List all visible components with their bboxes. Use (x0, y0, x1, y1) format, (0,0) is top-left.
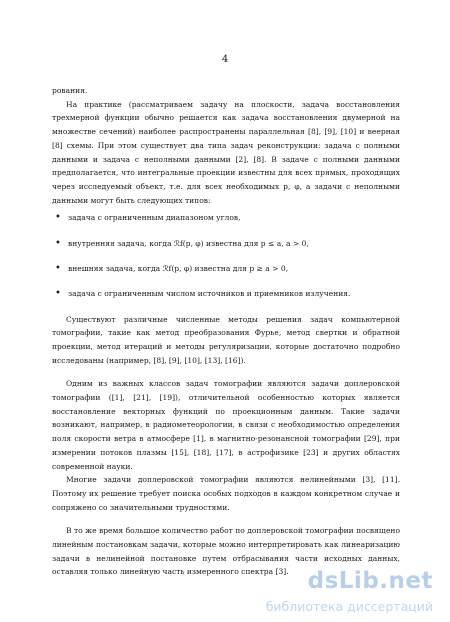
document-body (52, 84, 400, 579)
page-number: 4 (221, 54, 229, 65)
watermark-subtitle: библиотека диссертаций (265, 599, 433, 614)
paragraph-continuation: рования. (52, 86, 88, 95)
list-item: • задача с ограниченным числом источников и приемников излучения. (52, 287, 400, 301)
list-item: • задача с ограниченным диапазоном углов, (52, 211, 400, 225)
list-item: • внешняя задача, когда ℛf(p, φ) известна для p ≥ a > 0, (52, 262, 400, 276)
paragraph-nonlinear-problems: Многие задачи доплеровской томографии являются нелинейными [3], [11]. Поэтому их решение требует поиска особых подходов в каждом конкретном случае и сопряжено со значительными трудностями. (52, 475, 400, 512)
paragraph-doppler-tomography: Одним из важных классов задач томографии являются задачи доплеровской томографии ([1], [21], [19]), отличительной особенностью которых является восстановление векторных функций по проекционным данным. Такие задачи возникают, например, в радиометеорологии, в связи с необходимостью определения поля скорости ветра в атмосфере [1], в магнитно-резонансной томографии [29], при измерении потоков плазмы [15], [18], [17], в астрофизике [23] и других областях современной науки. (52, 379, 400, 471)
paragraph-linear-formulations: В то же время большое количество работ по доплеровской томографии посвящено линейным постановкам задачи, которые можно интерпретировать как линеаризацию задачи в нелинейной постановке путем отбрасывания части исходных данных, оставляя только линейную часть измеренного спектра [3]. (52, 526, 400, 577)
paragraph-numerical-methods: Существуют различные численные методы решения задач компьютерной томографии, такие как метод преобразования Фурье, метод свертки и обратной проекции, метод итераций и методы регуляризации, которые достаточно подробно исследованы (например, [8], [9], [10], [13], [16]). (52, 314, 400, 365)
incomplete-data-task-list (52, 211, 400, 301)
list-item: • внутренняя задача, когда ℛf(p, φ) известна для p ≤ a, a > 0, (52, 237, 400, 251)
paragraph-reconstruction-schemes: На практике (рассматриваем задачу на плоскости, задача восстановления трехмерной функции обычно решается как задача восстановления двумерной на множестве сечений) наиболее распространены параллельная [8], [9], [10] и веерная [8] схемы. При этом существует два типа задач реконструкции: задача с полными данными и задача с неполными данными [2], [8]. В задаче с полными данными предполагается, что интегральные проекции известны для всех прямых, проходящих через исследуемый объект, т.е. для всех необходимых p, φ, а задачи с неполными данными могут быть следующих типов: (52, 99, 400, 205)
watermark (267, 568, 437, 616)
watermark-logo: dsLib.net (307, 568, 433, 594)
